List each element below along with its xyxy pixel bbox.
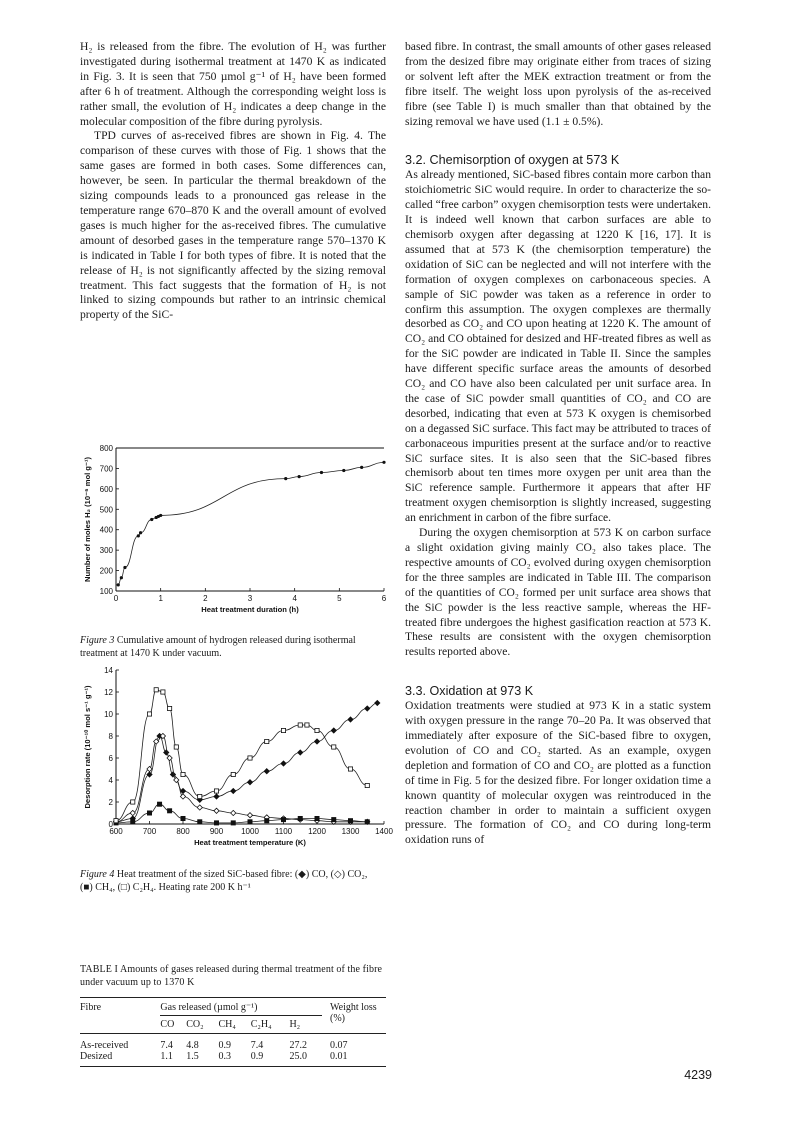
data-point (154, 739, 159, 744)
table-subheader: CO (160, 1019, 175, 1030)
table-cell: 4.8 (186, 1040, 199, 1051)
table-1 (80, 964, 386, 1067)
data-point (348, 717, 353, 722)
figure-3-chart (80, 440, 390, 626)
y-tick-label: 4 (108, 776, 113, 785)
x-tick-label: 6 (381, 594, 387, 603)
section-heading: 3.3. Oxidation at 973 K (405, 684, 534, 699)
data-point (281, 818, 285, 822)
x-tick-label: 1200 (308, 827, 326, 836)
data-point (264, 769, 269, 774)
x-axis-label: Heat treatment temperature (K) (194, 838, 306, 847)
data-point (348, 767, 352, 771)
x-tick-label: 4 (292, 594, 297, 603)
data-point (284, 477, 287, 480)
table-cell: 0.9 (250, 1051, 264, 1062)
paragraph: H₂ is released from the fibre. The evolution of H₂ was further investigated during isothermal treatment at 1470 K as indicated in Fig. 3. It is seen that 750 µmol g⁻¹ of H₂ have been formed after 6 h of treatment. Although the corresponding weight loss is rather small, the evolution of H₂ indicates a deep change in the molecular composition of the fibre during pyrolysis. (80, 40, 386, 128)
x-tick-label: 1 (158, 594, 163, 603)
figure-4-caption (80, 869, 380, 894)
data-point (315, 728, 319, 732)
data-point (332, 818, 336, 822)
paragraph: Oxidation treatments were studied at 973 K in a static system with oxygen pressure in the range 70–20 Pa. It was observed that immediately after exposure of the SiC-based fibre to oxygen, evolution of CO and CO₂ started. As an example, oxygen depletion and formation of CO and CO₂ are plotted as a function of time in Fig. 5 for the desized fibre. For longer oxidation time a known quantity of molecular oxygen was reintroduced in the reaction chamber in order to maintain a sufficient oxygen pressure. The formation of CO₂ and CO during long-term oxidation runs of (405, 699, 711, 847)
data-point (231, 821, 235, 825)
y-axis-label: Desorption rate (10⁻¹⁰ mol s⁻¹ g⁻¹) (83, 685, 92, 809)
data-point (123, 566, 126, 569)
data-point (231, 788, 236, 793)
data-point (180, 788, 185, 793)
data-point (281, 761, 286, 766)
table-row (80, 1034, 386, 1052)
x-tick-label: 2 (203, 594, 208, 603)
data-point (315, 816, 319, 820)
page-number: 4239 (684, 1068, 712, 1082)
table-subheader: CO₂ (186, 1019, 204, 1030)
y-tick-label: 0 (108, 820, 113, 829)
table-cell: 1.5 (186, 1051, 199, 1062)
data-point (197, 805, 202, 810)
data-point (214, 789, 218, 793)
data-point (154, 688, 158, 692)
data-point (168, 809, 172, 813)
table-header-gas: Gas released (µmol g⁻¹) (160, 998, 322, 1016)
data-point (231, 810, 236, 815)
y-tick-label: 100 (99, 587, 113, 596)
x-tick-label: 0 (113, 594, 119, 603)
figure-3-caption (80, 635, 380, 660)
caption-text: Cumulative amount of hydrogen released during isothermal treatment at 1470 K under vacuum. (80, 635, 356, 659)
data-point (365, 706, 370, 711)
table-row (80, 1051, 386, 1067)
data-point (157, 802, 161, 806)
x-tick-label: 1400 (375, 827, 393, 836)
data-point (161, 690, 165, 694)
figure-4 (80, 662, 393, 894)
y-axis-label: Number of moles H₂ (10⁻⁶ mol g⁻¹) (83, 456, 92, 583)
caption-text: Heat treatment of the sized SiC-based fibre: (◆) CO, (◇) CO₂, (■) CH₄, (□) C₂H₄. Heating rate 200 K h⁻¹ (80, 869, 368, 893)
data-point (320, 471, 323, 474)
data-point (348, 819, 352, 823)
paragraph: based fibre. In contrast, the small amounts of other gases released from the desized fibre may originate either from traces of sizing or solvent left after the MEK extraction treatment or from the fibre itself. The weight loss upon pyrolysis of the as-received fibre (see Table I) is much smaller than that obtained by the sizing removal we have used (1.1 ± 0.5%). (405, 40, 711, 128)
data-point (298, 475, 301, 478)
y-tick-label: 500 (99, 505, 113, 515)
data-point (332, 745, 336, 749)
table-cell: 1.1 (160, 1051, 173, 1062)
series-line (116, 703, 377, 822)
caption-label: Figure (80, 869, 107, 880)
data-point (147, 766, 152, 771)
data-point (375, 700, 380, 705)
data-point (114, 819, 118, 823)
table-cell: 0.01 (330, 1051, 348, 1062)
table-cell: 27.2 (289, 1040, 307, 1051)
table-1-title: TABLE I Amounts of gases released during thermal treatment of the fibre under vacuum up to 1370 K (80, 964, 383, 988)
left-column (80, 40, 386, 323)
x-tick-label: 1300 (341, 827, 360, 836)
data-point (365, 820, 369, 824)
data-point (150, 518, 153, 521)
y-tick-label: 300 (99, 546, 113, 556)
data-point (170, 772, 175, 777)
table-cell: Desized (80, 1051, 113, 1062)
y-tick-label: 200 (99, 566, 113, 576)
table-header-fibre: Fibre (80, 1002, 102, 1013)
data-point (331, 728, 336, 733)
table-header-weight: Weight loss (%) (330, 1002, 377, 1024)
data-point (147, 712, 151, 716)
paragraph: As already mentioned, SiC-based fibres contain more carbon than stoichiometric SiC would require. In order to characterize the so-called “free carbon” oxygen chemisorption tests were undertaken. It is indeed well known that carbon surfaces are able to chemisorb oxygen after degassing at 1220 K [16, 17]. It is assumed that at 573 K (the chemisorption temperature) the oxidation of SiC can be neglected and will not interfere with the formation of oxygen complexes on carbonaceous species. A sample of SiC powder was taken as a reference in order to confirm this assumption. The oxygen complexes are thermally desorbed as CO₂ and CO upon heating at 1220 K. The amount of CO₂ and CO obtained for desized and HF-treated fibres as well as for the SiC powder are indicated in Table II. Since the samples have different specific surface areas the amounts of desorbed CO₂ and CO have also been calculated per unit surface area. In the case of SiC powder small quantities of CO₂ and CO are desorbed, indicating that even at 573 K oxygen is chemisorbed on a degassed SiC surface. This fact may be attributed to traces of carbonaceous impurities present at the surface and/or to reactive SiC surface sites. It is also seen that the SiC-based fibres chemisorb about ten times more oxygen per unit area than the SiC reference sample. Furthermore it appears that after HF treatment oxygen chemisorption is slightly increased, suggesting an enrichment in carbon of the fibre surface. (405, 168, 711, 525)
data-point (247, 780, 252, 785)
figure-3 (80, 440, 390, 660)
data-point (214, 821, 218, 825)
y-tick-label: 600 (99, 484, 113, 494)
data-point (248, 756, 252, 760)
series-line (116, 804, 367, 823)
figure-4-chart (80, 662, 393, 862)
paragraph: TPD curves of as-received fibres are shown in Fig. 4. The comparison of these curves with those of Fig. 1 shows that the same gases are formed in both cases. Some differences can, however, be seen. In particular the thermal breakdown of the sizing compounds leads to a pronounced gas release in the temperature range 670–870 K and the overall amount of evolved gases is much higher for the as-received fibres. The cumulative amount of desorbed gases in the temperature range 570–1370 K is indicated in Table I for both types of fibre. It is noted that the release of H₂ is not significantly affected by the sizing removal treatment. This fact suggests that the formation of H₂ is not linked to sizing compounds but rather to an intrinsic chemical property of the SiC- (80, 129, 386, 322)
y-tick-label: 2 (108, 798, 113, 807)
data-point (168, 706, 172, 710)
data-point (298, 750, 303, 755)
x-tick-label: 600 (109, 827, 123, 836)
data-point (382, 461, 385, 464)
table-cell: 7.4 (160, 1040, 173, 1051)
data-point (247, 813, 252, 818)
data-point (181, 816, 185, 820)
x-tick-label: 5 (337, 594, 342, 603)
x-tick-label: 700 (142, 827, 157, 836)
data-point (214, 794, 219, 799)
data-point (281, 728, 285, 732)
y-tick-label: 10 (104, 710, 113, 719)
data-point (167, 755, 172, 760)
caption-label: Figure (80, 635, 107, 646)
y-tick-label: 400 (99, 525, 113, 535)
data-point (265, 819, 269, 823)
x-tick-label: 900 (209, 827, 224, 836)
data-point (231, 772, 235, 776)
table-subheader: CH₄ (218, 1019, 236, 1030)
data-point (137, 534, 140, 537)
table-cell: 0.3 (218, 1051, 231, 1062)
y-tick-label: 6 (108, 754, 113, 763)
x-tick-label: 1000 (241, 827, 259, 836)
y-tick-label: 12 (104, 688, 113, 697)
data-point (131, 820, 135, 824)
table-cell: 25.0 (289, 1051, 307, 1062)
y-tick-label: 8 (108, 732, 113, 741)
caption-number: 4 (109, 869, 115, 880)
table-cell: 0.9 (218, 1040, 231, 1051)
data-point (298, 723, 302, 727)
caption-number: 3 (109, 635, 115, 646)
data-point (181, 772, 185, 776)
y-tick-label: 700 (99, 464, 113, 474)
table-cell: As-received (80, 1040, 129, 1051)
table-subheader: C₂H₄ (250, 1019, 272, 1030)
data-point (248, 820, 252, 824)
table-1-grid (80, 997, 386, 1067)
data-point (198, 794, 202, 798)
data-point (360, 466, 363, 469)
data-point (120, 576, 123, 579)
table-subheader: H₂ (289, 1019, 301, 1030)
table-cell: 7.4 (250, 1040, 264, 1051)
data-point (214, 808, 219, 813)
data-point (159, 514, 162, 517)
table-cell: 0.07 (330, 1040, 348, 1051)
data-point (147, 811, 151, 815)
data-point (365, 783, 369, 787)
right-column (405, 40, 711, 848)
paragraph: During the oxygen chemisorption at 573 K on carbon surface a slight oxidation giving mainly CO₂ also takes place. The respective amounts of CO₂ evolved during oxygen chemisorption for the three samples are indicated in Table III. The comparison of the quantities of CO₂ formed per unit surface area shows that the SiC powder is the less reactive sample, whereas the HF-treated fibre undergoes the highest gasification reaction at 573 K. These results are consistent with the oxygen chemisorption results reported above. (405, 526, 711, 659)
series-line (116, 736, 367, 822)
data-point (298, 816, 302, 820)
data-point (305, 723, 309, 727)
x-axis-label: Heat treatment duration (h) (201, 605, 299, 614)
x-tick-label: 800 (176, 827, 190, 836)
section-heading: 3.2. Chemisorption of oxygen at 573 K (405, 153, 620, 168)
data-point (198, 820, 202, 824)
data-point (139, 531, 142, 534)
data-point (265, 739, 269, 743)
data-point (117, 583, 120, 586)
series-line (118, 462, 384, 585)
data-point (131, 800, 135, 804)
data-point (174, 745, 178, 749)
data-point (342, 469, 345, 472)
x-tick-label: 1100 (274, 827, 293, 836)
series-line (116, 690, 367, 821)
data-point (314, 739, 319, 744)
y-tick-label: 14 (104, 666, 113, 675)
y-tick-label: 800 (99, 444, 113, 453)
data-point (130, 810, 135, 815)
x-tick-label: 3 (247, 594, 253, 603)
